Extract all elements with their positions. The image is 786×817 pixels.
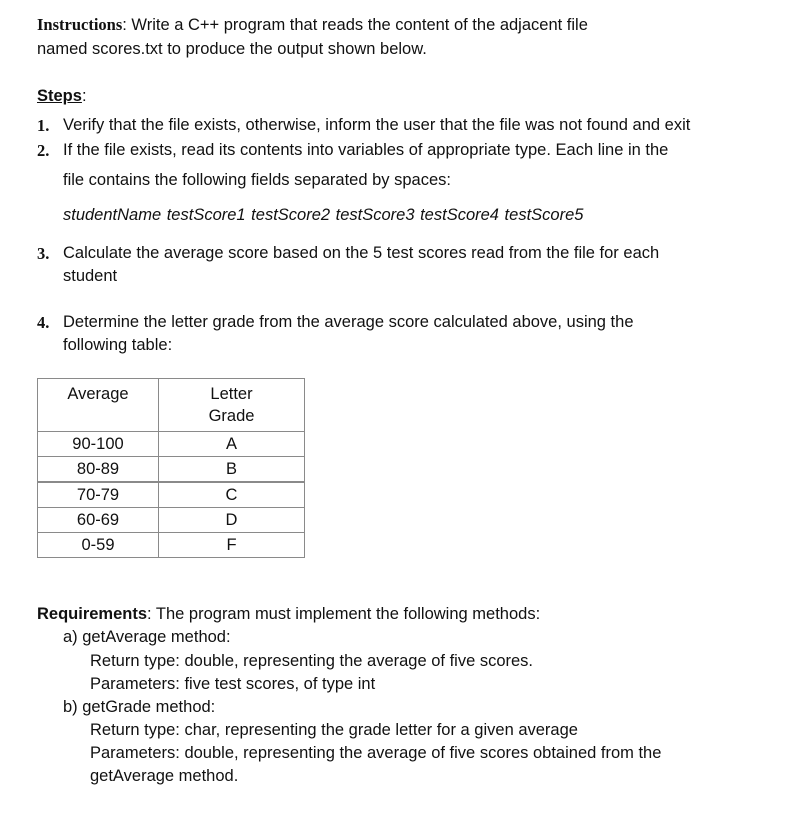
steps-heading <box>37 87 87 106</box>
step-2-text-2: file contains the following fields separated by spaces: <box>63 171 451 189</box>
row-range: 80-89 <box>38 457 159 483</box>
method-b-params-2: getAverage method. <box>90 767 239 785</box>
step-2-text-1: If the file exists, read its contents into variables of appropriate type. Each line in the <box>63 141 669 159</box>
row-range: 90-100 <box>38 432 159 457</box>
requirements-line <box>37 605 540 624</box>
requirements-label: Requirements <box>37 605 148 623</box>
method-a-return: Return type: double, representing the average of five scores. <box>90 652 534 670</box>
steps-label: Steps <box>37 87 82 105</box>
table-row <box>38 533 305 558</box>
row-range: 0-59 <box>38 533 159 558</box>
method-a-title: a) getAverage method: <box>63 628 231 646</box>
row-range: 60-69 <box>38 508 159 533</box>
header-letter: Letter <box>210 385 253 403</box>
row-letter: C <box>159 482 305 508</box>
method-a-params: Parameters: five test scores, of type int <box>90 675 376 693</box>
header-grade: Grade <box>208 407 255 425</box>
header-average: Average <box>38 379 159 432</box>
table-row <box>38 432 305 457</box>
method-b-title: b) getGrade method: <box>63 698 216 716</box>
instructions-label: Instructions <box>37 15 123 34</box>
step-4-text-1: Determine the letter grade from the average score calculated above, using the <box>63 313 634 331</box>
step-1-text: Verify that the file exists, otherwise, inform the user that the file was not found and exit <box>63 116 691 134</box>
step-4-number: 4. <box>37 313 50 332</box>
step-3-number: 3. <box>37 244 50 263</box>
method-b-return: Return type: char, representing the grade letter for a given average <box>90 721 578 739</box>
row-range: 70-79 <box>38 482 159 508</box>
row-letter: B <box>159 457 305 483</box>
grade-table <box>37 378 305 558</box>
step-4-text-2: following table: <box>63 336 173 354</box>
row-letter: F <box>159 533 305 558</box>
step-2-number: 2. <box>37 141 50 160</box>
method-b-params-1: Parameters: double, representing the average of five scores obtained from the <box>90 744 662 762</box>
table-row <box>38 482 305 508</box>
header-letter-grade <box>159 379 305 432</box>
instructions-text-1: : Write a C++ program that reads the content of the adjacent file <box>122 16 588 34</box>
steps-colon: : <box>81 87 87 105</box>
grade-table-header-row <box>38 379 305 432</box>
step-3-text-1: Calculate the average score based on the 5 test scores read from the file for each <box>63 244 660 262</box>
instructions-line-1 <box>37 15 588 35</box>
table-row <box>38 457 305 483</box>
row-letter: A <box>159 432 305 457</box>
instructions-line-2: named scores.txt to produce the output shown below. <box>37 40 427 58</box>
step-1-number: 1. <box>37 116 50 135</box>
fields-line: studentName testScore1 testScore2 testScore3 testScore4 testScore5 <box>63 206 584 224</box>
step-3-text-2: student <box>63 267 118 285</box>
table-row <box>38 508 305 533</box>
row-letter: D <box>159 508 305 533</box>
requirements-intro: : The program must implement the following methods: <box>147 605 541 623</box>
